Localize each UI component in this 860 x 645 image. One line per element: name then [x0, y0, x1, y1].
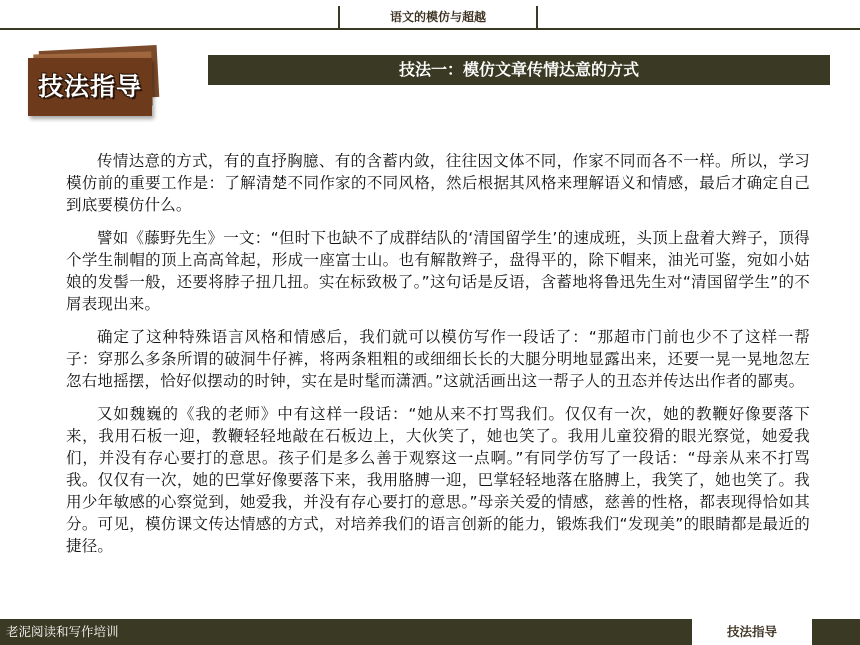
course-title: 语文的模仿与超越	[338, 6, 538, 28]
paragraph-4: 又如魏巍的《我的老师》中有这样一段话：“她从来不打骂我们。仅仅有一次，她的教鞭好像要落下来，我用石板一迎，教鞭轻轻地敲在石板边上，大伙笑了，她也笑了。我用儿童狡猾的眼光察觉，她爱我们，并没有存心要打的意思。孩子们是多么善于观察这一点啊。”有同学仿写了一段话：“母亲从来不打骂我。仅仅有一次，她的巴掌好像要落下来，我用胳膊一迎，巴掌轻轻地落在胳膊上，我笑了，她也笑了。我用少年敏感的心察觉到，她爱我，并没有存心要打的意思。”母亲关爱的情感，慈善的性格，都表现得恰如其分。可见，模仿课文传达情感的方式，对培养我们的语言创新的能力，锻炼我们“发现美”的眼睛都是最近的捷径。	[66, 405, 810, 555]
article-body	[66, 150, 810, 568]
paragraph-2: 譬如《藤野先生》一文：“但时下也缺不了成群结队的‘清国留学生’的速成班，头顶上盘着大辫子，顶得个学生制帽的顶上高高耸起，形成一座富士山。也有解散辫子，盘得平的，除下帽来，油光可鉴，宛如小姑娘的发髻一般，还要将脖子扭几扭。实在标致极了。”这句话是反语，含蓄地将鲁迅先生对“清国留学生”的不屑表现出来。	[66, 229, 810, 313]
paragraph-3: 确定了这种特殊语言风格和情感后，我们就可以模仿写作一段话了：“那超市门前也少不了这样一帮子：穿那么多条所谓的破洞牛仔裤，将两条粗粗的或细细长长的大腿分明地显露出来，还要一晃一晃地忽左忽右地摇摆，恰好似摆动的时钟，实在是时髦而潇洒。”这就活画出这一帮子人的丑态并传达出作者的鄙夷。	[66, 328, 810, 390]
section-title: 技法一：模仿文章传情达意的方式	[208, 55, 830, 85]
footer-organization: 老泥阅读和写作培训	[0, 619, 692, 645]
footer-end-block	[812, 619, 860, 645]
paragraph-1: 传情达意的方式，有的直抒胸臆、有的含蓄内敛，往往因文体不同，作家不同而各不一样。所以，学习模仿前的重要工作是：了解清楚不同作家的不同风格，然后根据其风格来理解语义和情感，最后才确定自己到底要模仿什么。	[66, 152, 810, 214]
footer-section-label: 技法指导	[696, 619, 808, 645]
section-badge	[28, 58, 158, 120]
badge-label: 技法指导	[37, 72, 142, 101]
